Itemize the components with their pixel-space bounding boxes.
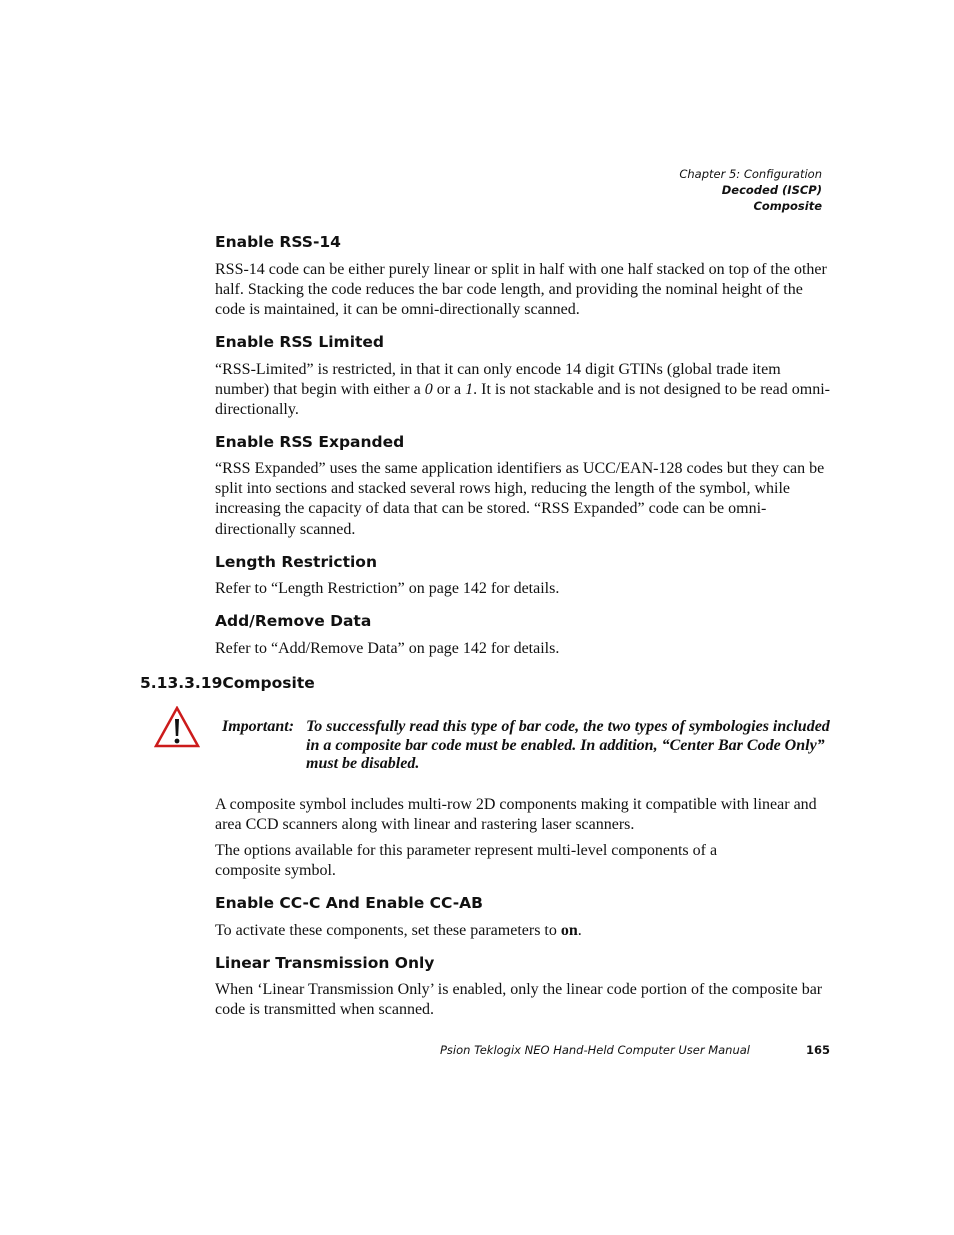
heading-enable-rss14: Enable RSS-14 — [215, 233, 341, 251]
footer-manual-title: Psion Teklogix NEO Hand-Held Computer User Manual — [440, 1043, 750, 1057]
para-add-remove-data: Refer to “Add/Remove Data” on page 142 for details. — [215, 640, 560, 657]
note-label: Important: — [222, 718, 295, 735]
para-rss-limited: “RSS-Limited” is restricted, in that it can only encode 14 digit GTINs (global trade item number) that begin with either a 0 or a 1. It is not stackable and is not designed to be read omni-directionally. — [215, 361, 830, 419]
heading-add-remove-data: Add/Remove Data — [215, 612, 372, 630]
para-length-restriction: Refer to “Length Restriction” on page 142 for details. — [215, 580, 560, 597]
heading-enable-rss-expanded: Enable RSS Expanded — [215, 433, 405, 451]
heading-enable-rss-limited: Enable RSS Limited — [215, 333, 385, 351]
para-composite-2: The options available for this parameter represent multi-level components of a composite symbol. — [215, 842, 718, 880]
running-header — [679, 166, 822, 214]
footer-page-number: 165 — [805, 1043, 830, 1057]
heading-linear-transmission: Linear Transmission Only — [215, 954, 435, 972]
para-enable-cc: To activate these components, set these parameters to on. — [215, 922, 582, 939]
heading-length-restriction: Length Restriction — [215, 553, 377, 571]
note-text: To successfully read this type of bar code, the two types of symbologies included in a composite bar code must be enabled. In addition, “Center Bar Code Only” must be disabled. — [306, 718, 830, 772]
important-note — [150, 704, 840, 779]
para-composite-1: A composite symbol includes multi-row 2D components making it compatible with linear and area CCD scanners along with linear and rastering laser scanners. — [215, 796, 817, 834]
header-chapter: Chapter 5: Configuration — [679, 167, 822, 181]
header-section: Decoded (ISCP) — [721, 183, 822, 197]
para-rss-expanded: “RSS Expanded” uses the same application identifiers as UCC/EAN-128 codes but they can be split into sections and stacked several rows high, reducing the length of the symbol, while increasing the capacity of data that can be stored. “RSS Expanded” code can be omni-directionally scanned. — [215, 460, 825, 538]
heading-enable-cc: Enable CC-C And Enable CC-AB — [215, 894, 483, 912]
para-rss14: RSS-14 code can be either purely linear or split in half with one half stacked on top of the other half. Stacking the code reduces the bar code length, and providing the nominal height of the code is maintained, it can be omni-directionally scanned. — [215, 261, 827, 319]
warning-icon — [154, 706, 200, 748]
heading-composite: 5.13.3.19Composite — [140, 674, 315, 692]
header-subsection: Composite — [753, 199, 822, 213]
page-footer — [215, 1043, 830, 1061]
para-linear-transmission: When ‘Linear Transmission Only’ is enabled, only the linear code portion of the composite bar code is transmitted when scanned. — [215, 981, 823, 1019]
